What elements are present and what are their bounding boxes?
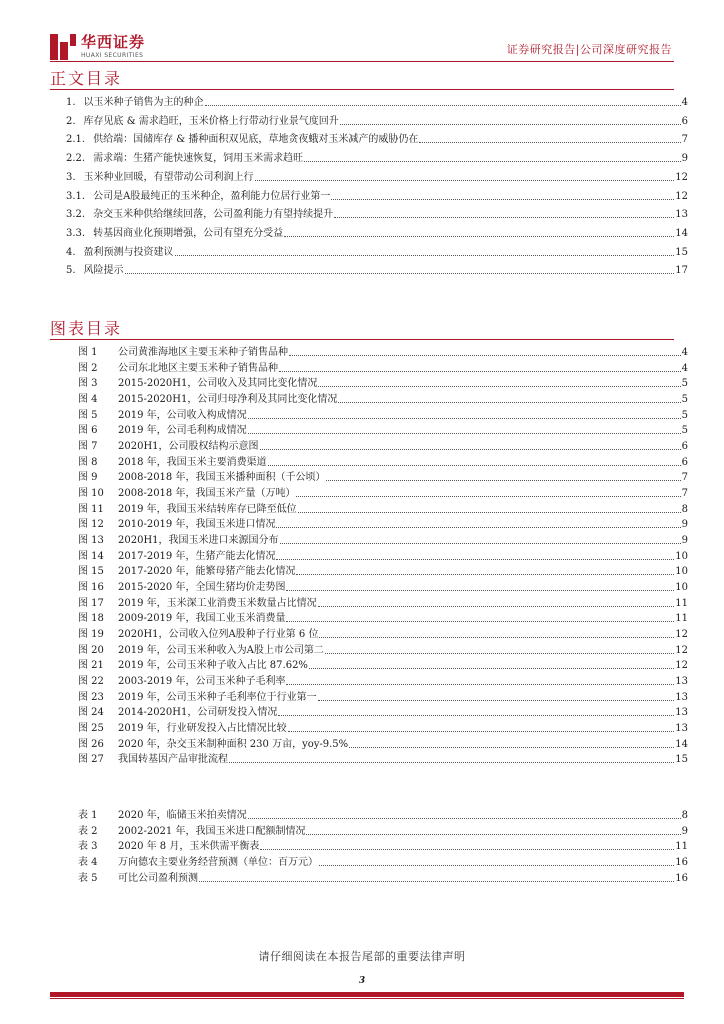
dot-leader [318,386,680,387]
entry-number: 表 1 [78,810,98,821]
entry-number: 2.2. [66,153,86,165]
entry-title: 2020H1，公司股权结构示意图 [118,440,259,452]
dot-leader [338,402,680,403]
figure-entry[interactable] [78,441,688,453]
entry-title: 公司黄淮海地区主要玉米种子销售品种 [118,347,288,358]
dot-leader [286,684,674,685]
figure-entry[interactable] [78,676,688,688]
entry-number: 图 10 [78,487,104,499]
dot-leader [326,480,680,481]
entry-title: 可比公司盈利预测 [118,872,198,884]
dot-leader [331,199,674,200]
entry-page-number: 6 [681,456,688,468]
entry-page-number: 7 [681,472,688,484]
entry-title: 2015-2020H1，公司归母净利及其同比变化情况 [118,393,338,405]
dot-leader [340,124,681,125]
dot-leader [298,512,681,513]
entry-number: 表 5 [78,872,98,884]
entry-page-number: 12 [675,628,688,640]
figure-entry[interactable] [78,425,688,437]
entry-page-number: 9 [681,153,688,165]
figure-entry[interactable] [78,754,688,766]
figure-entry[interactable] [78,504,688,516]
table-entry[interactable] [78,857,688,869]
entry-number: 图 23 [78,691,104,703]
entry-page-number: 5 [681,393,688,405]
dot-leader [125,273,675,274]
toc-heading: 正文目录 [50,69,123,88]
dot-leader [260,849,674,850]
entry-title: 转基因商业化预期增强，公司有望充分受益 [93,227,284,239]
logo-name-cn: 华西证券 [81,33,146,51]
dot-leader [284,236,674,237]
entry-number: 图 12 [78,519,104,531]
huaxi-logo-icon [50,34,76,60]
entry-page-number: 10 [675,550,688,562]
dot-leader [289,355,681,356]
table-entry[interactable] [78,873,688,885]
entry-title: 玉米种业回暖，有望带动公司利润上行 [83,171,254,183]
entry-title: 2002-2021 年，我国玉米进口配额制情况 [118,825,306,837]
entry-title: 盈利预测与投资建议 [83,246,174,258]
dot-leader [319,637,674,638]
entry-number: 2. [66,115,76,127]
entry-number: 图 16 [78,581,104,593]
footer-disclaimer: 请仔细阅读在本报告尾部的重要法律声明 [258,950,466,963]
toc-entry[interactable] [66,209,688,221]
dot-leader [296,574,674,575]
toc-entry[interactable] [66,247,688,259]
dot-leader [175,255,675,256]
dot-leader [286,621,674,622]
entry-number: 图 14 [78,550,104,562]
dot-leader [304,161,681,162]
entry-title: 2020H1，我国玉米进口来源国分布 [118,534,279,546]
entry-title: 2019 年，我国玉米结转库存已降至低位 [118,503,297,515]
figure-entry[interactable] [78,707,688,719]
entry-page-number: 7 [681,134,688,146]
entry-number: 3.2. [66,209,86,221]
figure-entry[interactable] [78,394,688,406]
entry-title: 公司是A股最纯正的玉米种企，盈利能力位居行业第一 [93,190,331,202]
entry-number: 图 21 [78,660,104,672]
entry-title: 2010-2019 年，我国玉米进口情况 [118,519,276,531]
table-entry[interactable] [78,810,688,822]
figure-entry[interactable] [78,410,688,422]
entry-number: 表 2 [78,825,98,837]
dot-leader [334,217,674,218]
dot-leader [288,731,675,732]
figure-entry[interactable] [78,629,688,641]
dot-leader [248,818,681,819]
entry-page-number: 12 [675,171,688,183]
header-divider [50,61,674,62]
dot-leader [276,559,674,560]
entry-page-number: 15 [675,754,688,766]
entry-page-number: 11 [675,841,688,853]
entry-title: 我国转基因产品审批流程 [118,754,228,766]
entry-page-number: 4 [681,347,688,358]
entry-number: 图 3 [78,378,98,390]
dot-leader [349,747,674,748]
entry-number: 表 4 [78,857,98,869]
figures-heading: 图表目录 [50,319,123,338]
entry-number: 图 6 [78,425,98,437]
entry-number: 图 7 [78,440,98,452]
entry-page-number: 10 [675,566,688,578]
figure-entry[interactable] [78,488,688,500]
figure-entry[interactable] [78,472,688,484]
figure-entry[interactable] [78,613,688,625]
entry-title: 2017-2020 年，能繁母猪产能去化情况 [118,566,296,578]
figure-entry[interactable] [78,598,688,610]
entry-page-number: 12 [675,660,688,672]
figure-entry[interactable] [78,566,688,578]
logo-name-en: HUAXI SECURITIES [81,52,144,59]
figure-entry[interactable] [78,739,688,751]
entry-title: 2019 年，公司玉米种收入为A股上市公司第二 [118,644,324,656]
toc-entry[interactable] [66,265,688,277]
table-entry[interactable] [78,841,688,853]
report-type-label: 证券研究报告|公司深度研究报告 [506,43,672,56]
entry-title: 2019 年，公司玉米种子收入占比 87.62% [118,660,308,672]
figures-heading-rule [50,339,674,340]
figure-entry[interactable] [78,582,688,594]
entry-page-number: 5 [681,409,688,421]
dot-leader [279,371,681,372]
entry-title: 2019 年，公司毛利构成情况 [118,425,247,437]
entry-page-number: 13 [675,722,688,734]
dot-leader [205,105,681,106]
entry-title: 库存见底 & 需求趋旺，玉米价格上行带动行业景气度回升 [83,115,339,127]
figure-entry[interactable] [78,723,688,735]
dot-leader [248,418,681,419]
dot-leader [278,715,674,716]
figure-entry[interactable] [78,363,688,375]
entry-page-number: 10 [675,581,688,593]
entry-page-number: 14 [675,227,688,239]
dot-leader [229,762,674,763]
entry-page-number: 13 [675,209,688,221]
page-number: 3 [358,976,366,986]
entry-title: 2020 年，杂交玉米制种面积 230 万亩，yoy-9.5% [118,738,349,750]
entry-title: 2019 年，玉米深工业消费玉米数量占比情况 [118,597,317,609]
footer-bar [50,992,684,997]
entry-page-number: 9 [681,825,688,837]
entry-title: 2009-2019 年，我国工业玉米消费量 [118,613,286,625]
entry-title: 2014-2020H1，公司研发投入情况 [118,707,278,719]
entry-page-number: 5 [681,425,688,437]
entry-title: 需求端：生猪产能快速恢复，饲用玉米需求趋旺 [93,153,304,165]
entry-number: 图 8 [78,456,98,468]
entry-title: 杂交玉米种供给继续回落，公司盈利能力有望持续提升 [93,209,334,221]
entry-page-number: 16 [675,857,688,869]
dot-leader [306,834,680,835]
entry-number: 图 27 [78,754,104,766]
dot-leader [319,865,674,866]
entry-title: 2008-2018 年，我国玉米产量（万吨） [118,487,296,499]
entry-page-number: 12 [675,190,688,202]
entry-page-number: 9 [681,534,688,546]
entry-number: 2.1. [66,134,86,146]
entry-number: 图 24 [78,707,104,719]
entry-title: 2020 年 8 月，玉米供需平衡表 [118,841,260,853]
entry-title: 风险提示 [83,265,124,277]
entry-title: 2019 年，行业研发投入占比情况比较 [118,722,287,734]
entry-number: 3. [66,171,76,183]
entry-page-number: 16 [675,872,688,884]
entry-title: 2003-2019 年，公司玉米种子毛利率 [118,675,286,687]
toc-entry[interactable] [66,97,688,109]
figure-entry[interactable] [78,378,688,390]
entry-page-number: 7 [681,487,688,499]
entry-number: 图 26 [78,738,104,750]
figure-entry[interactable] [78,519,688,531]
toc-entry[interactable] [66,191,688,203]
entry-number: 图 20 [78,644,104,656]
entry-number: 3.1. [66,190,86,202]
entry-title: 2019 年，公司玉米种子毛利率位于行业第一 [118,691,317,703]
toc-heading-rule [50,89,674,90]
entry-number: 图 5 [78,409,98,421]
entry-number: 图 2 [78,362,98,374]
entry-number: 图 9 [78,472,98,484]
entry-title: 2019 年，公司收入构成情况 [118,409,247,421]
entry-number: 图 18 [78,613,104,625]
figure-entry[interactable] [78,535,688,547]
figure-entry[interactable] [78,660,688,672]
entry-page-number: 5 [681,378,688,390]
entry-page-number: 4 [681,97,688,108]
dot-leader [318,606,675,607]
entry-number: 4. [66,246,76,258]
toc-entry[interactable] [66,134,688,146]
dot-leader [255,180,675,181]
entry-number: 图 1 [78,347,98,358]
entry-title: 2008-2018 年，我国玉米播种面积（千公顷） [118,472,326,484]
figure-entry[interactable] [78,347,688,359]
entry-number: 5. [66,265,76,277]
entry-page-number: 8 [681,503,688,515]
dot-leader [199,881,674,882]
dot-leader [286,590,674,591]
entry-page-number: 8 [681,810,688,821]
entry-page-number: 4 [681,362,688,374]
dot-leader [268,465,681,466]
entry-page-number: 15 [675,246,688,258]
entry-title: 2020 年，临储玉米拍卖情况 [118,810,247,821]
entry-title: 供给端：国储库存 & 播种面积双见底，草地贪夜蛾对玉米减产的威胁仍在 [93,134,419,146]
company-logo [50,34,145,60]
entry-page-number: 14 [675,738,688,750]
dot-leader [309,668,674,669]
dot-leader [318,700,675,701]
entry-title: 2018 年，我国玉米主要消费渠道 [118,456,267,468]
entry-number: 图 13 [78,534,104,546]
entry-title: 以玉米种子销售为主的种企 [83,97,204,108]
entry-number: 图 22 [78,675,104,687]
dot-leader [419,142,680,143]
entry-page-number: 13 [675,707,688,719]
entry-number: 图 11 [78,503,104,515]
entry-page-number: 6 [681,440,688,452]
dot-leader [296,496,680,497]
figure-entry[interactable] [78,551,688,563]
entry-number: 图 25 [78,722,104,734]
entry-page-number: 13 [675,691,688,703]
entry-title: 2015-2020H1，公司收入及其同比变化情况 [118,378,318,390]
entry-number: 3.3. [66,227,86,239]
figure-entry[interactable] [78,457,688,469]
entry-title: 2017-2019 年，生猪产能去化情况 [118,550,276,562]
toc-entry[interactable] [66,172,688,184]
entry-page-number: 6 [681,115,688,127]
entry-page-number: 9 [681,519,688,531]
figure-entry[interactable] [78,645,688,657]
entry-page-number: 11 [675,613,688,625]
entry-number: 图 17 [78,597,104,609]
entry-title: 公司东北地区主要玉米种子销售品种 [118,362,278,374]
toc-entry[interactable] [66,228,688,240]
entry-page-number: 13 [675,675,688,687]
footer-divider [50,998,684,999]
dot-leader [280,543,681,544]
entry-page-number: 17 [675,265,688,277]
dot-leader [248,433,681,434]
dot-leader [260,449,681,450]
dot-leader [276,527,680,528]
entry-title: 2015-2020 年，全国生猪均价走势图 [118,581,286,593]
toc-entry[interactable] [66,153,688,165]
toc-entry[interactable] [66,116,688,128]
entry-number: 图 15 [78,566,104,578]
table-entry[interactable] [78,826,688,838]
entry-page-number: 11 [675,597,688,609]
dot-leader [325,653,674,654]
entry-title: 万向德农主要业务经营预测（单位：百万元） [118,857,318,869]
entry-number: 1. [66,97,76,108]
entry-number: 图 19 [78,628,104,640]
entry-number: 图 4 [78,393,98,405]
entry-number: 表 3 [78,841,98,853]
figure-entry[interactable] [78,692,688,704]
entry-title: 2020H1，公司收入位列A股种子行业第 6 位 [118,628,319,640]
entry-page-number: 12 [675,644,688,656]
